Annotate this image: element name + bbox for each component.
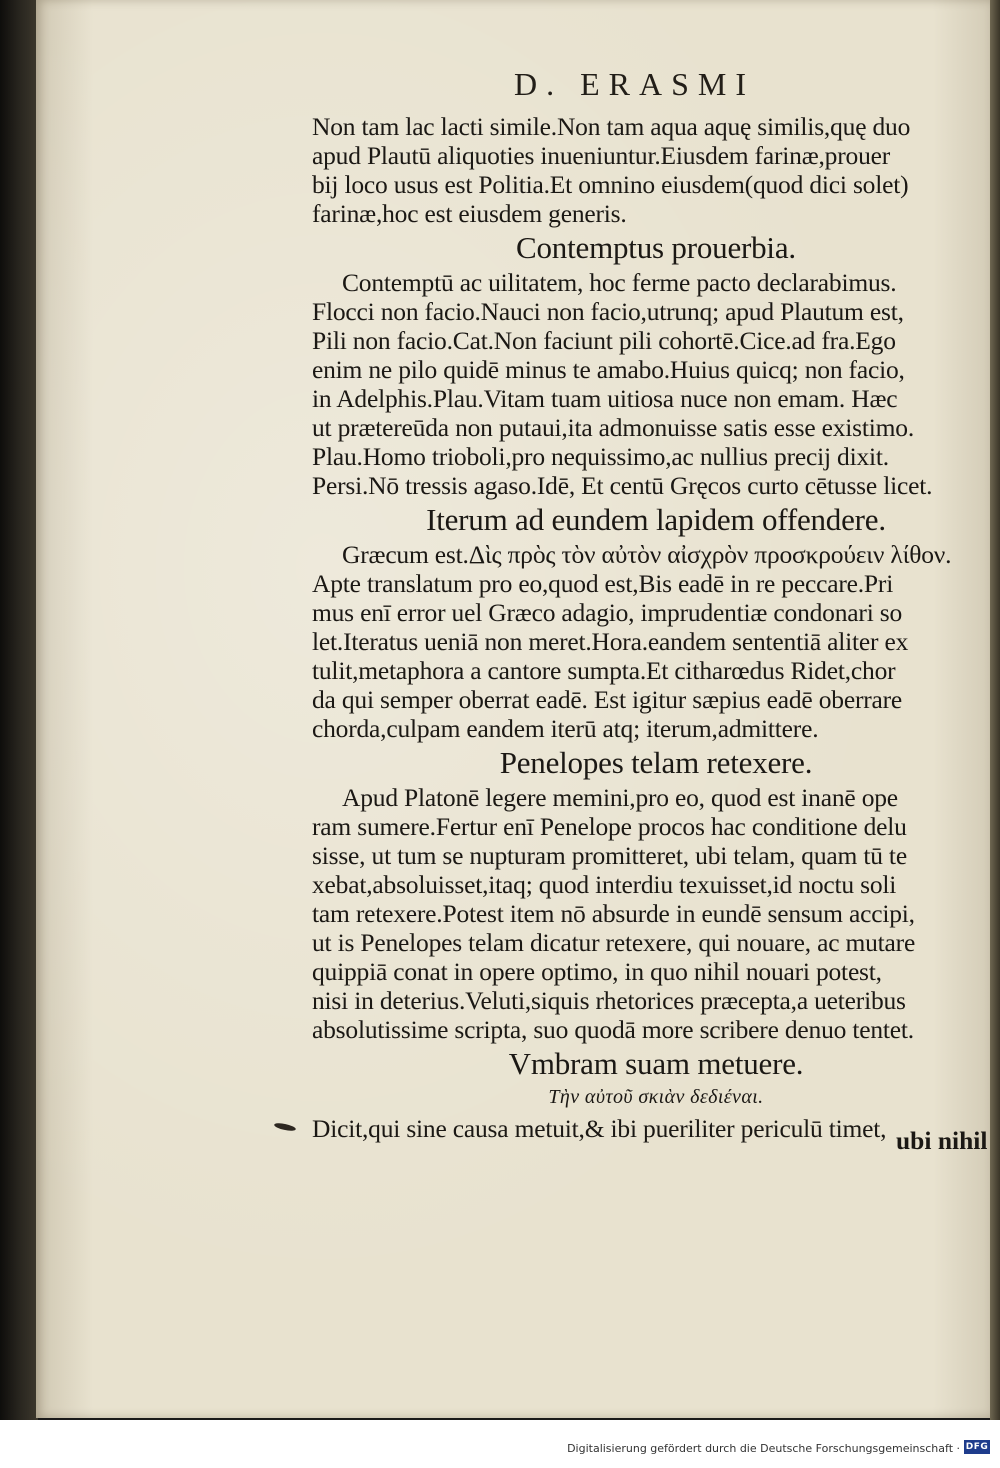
text-line: enim ne pilo quidē minus te amabo.Huius quicq; non facio, [312,355,905,384]
text-line: quippiā conat in opere optimo, in quo nihil nouari potest, [312,957,882,986]
text-line: Flocci non facio.Nauci non facio,utrunq; apud Plautum est, [312,297,904,326]
text-line: Persi.Nō tressis agaso.Idē, Et centū Gręcos curto cētusse licet. [312,471,933,500]
text-line: ram sumere.Fertur enī Penelope procos hac conditione delu [312,812,907,841]
text-line: let.Iteratus ueniā non meret.Hora.eandem sententiā aliter ex [312,627,909,656]
text-line: Plau.Homo trioboli,pro nequissimo,ac nullius precij dixit. [312,442,889,471]
greek-quotation: Τὴν αὐτοῦ σκιὰν δεδιέναι. [548,1086,764,1108]
section-heading: Vmbram suam metuere. [508,1046,804,1081]
text-line: Non tam lac lacti simile.Non tam aqua aquę similis,quę duo [312,112,911,141]
text-line: nisi in deterius.Veluti,siquis rhetorices præcepta,a ueteribus [312,986,906,1015]
text-line: Græcum est.Δὶς πρὸς τὸν αὐτὸν αἰσχρὸν προσκρούειν λίθον. [342,540,952,569]
text-line: bij loco usus est Politia.Et omnino eiusdem(quod dici solet) [312,170,909,199]
page-body [312,112,1000,1143]
text-line: mus enī error uel Græco adagio, imprudentiæ condonari so [312,598,903,627]
page-right-edge [990,0,1000,1420]
text-line: Apud Platonē legere memini,pro eo, quod est inanē ope [342,783,898,812]
catchword: ubi nihil [896,1126,988,1155]
text-line: Pili non facio.Cat.Non faciunt pili cohortē.Cice.ad fra.Ego [312,326,896,355]
text-line: tam retexere.Potest item nō absurde in eundē sensum accipi, [312,899,915,928]
text-line: apud Plautū aliquoties inueniuntur.Eiusdem farinæ,prouer [312,141,891,170]
funding-credit: Digitalisierung gefördert durch die Deutsche Forschungsgemeinschaft · [567,1442,960,1455]
text-line: tulit,metaphora a cantore sumpta.Et citharœdus Ridet,chor [312,656,896,685]
ink-blot [274,1122,297,1132]
text-line: ut is Penelopes telam dicatur retexere, qui nouare, ac mutare [312,928,916,957]
text-line: da qui semper oberrat eadē. Est igitur sæpius eadē oberrare [312,685,903,714]
text-line: farinæ,hoc est eiusdem generis. [312,199,627,228]
text-line: Contemptū ac uilitatem, hoc ferme pacto declarabimus. [342,268,897,297]
book-binding-edge [0,0,38,1420]
text-line: Apte translatum pro eo,quod est,Bis eadē in re peccare.Pri [312,569,894,598]
text-line: absolutissime scripta, suo quodā more scribere denuo tentet. [312,1015,914,1044]
text-line: Dicit,qui sine causa metuit,& ibi pueriliter periculū timet, [312,1114,887,1143]
book-page [36,0,990,1418]
text-line: xebat,absoluisset,itaq; quod interdiu texuisset,id noctu soli [312,870,897,899]
running-header: D. ERASMI [514,66,756,102]
text-line: sisse, ut tum se nupturam promitteret, ubi telam, quam tū te [312,841,907,870]
dfg-logo: DFG [965,1442,989,1452]
section-heading: Penelopes telam retexere. [499,745,813,780]
section-heading: Iterum ad eundem lapidem offendere. [426,502,886,537]
text-line: chorda,culpam eandem iterū atq; iterum,admittere. [312,714,819,743]
section-heading: Contemptus prouerbia. [516,230,796,265]
text-line: ut prætereūda non putaui,ita admonuisse satis esse existimo. [312,413,915,442]
text-line: in Adelphis.Plau.Vitam tuam uitiosa nuce non emam. Hæc [312,384,898,413]
